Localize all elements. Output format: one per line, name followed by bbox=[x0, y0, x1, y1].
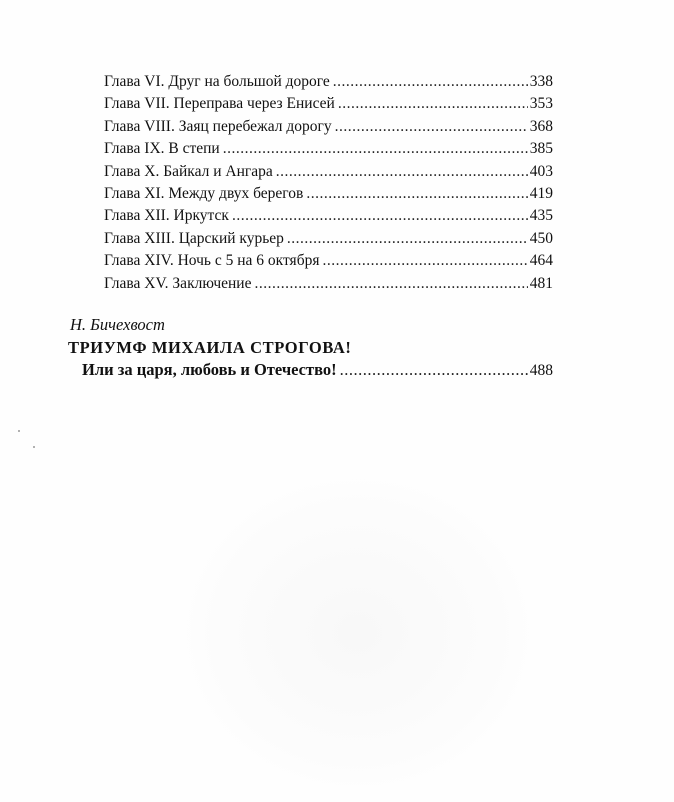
toc-entry bbox=[104, 228, 553, 250]
toc-entry-title: Глава XII. Иркутск bbox=[104, 207, 229, 225]
dot-leader bbox=[254, 273, 527, 295]
dot-leader bbox=[223, 138, 528, 160]
toc-entry bbox=[104, 71, 553, 93]
toc-entry-title: Глава IX. В степи bbox=[104, 140, 220, 158]
dot-leader bbox=[322, 250, 527, 272]
dot-leader bbox=[333, 71, 528, 93]
toc-entry-title: Глава XI. Между двух берегов bbox=[104, 184, 304, 202]
toc-entry-title: Глава VIII. Заяц перебежал дорогу bbox=[104, 117, 332, 135]
toc-entry-title: Глава XIII. Царский курьер bbox=[104, 229, 284, 247]
dot-leader bbox=[276, 161, 528, 183]
toc-entry bbox=[104, 138, 553, 160]
appended-work-section bbox=[68, 314, 553, 382]
toc-entry-title: Глава XV. Заключение bbox=[104, 274, 252, 292]
dot-leader bbox=[340, 359, 528, 381]
toc-entry-page: 403 bbox=[529, 162, 553, 180]
toc-entry-page: 488 bbox=[529, 362, 553, 379]
toc-entry-title: Глава VII. Переправа через Енисей bbox=[104, 95, 335, 113]
toc-entry-page: 385 bbox=[529, 140, 553, 158]
toc-entry-page: 481 bbox=[529, 274, 553, 292]
dot-leader bbox=[335, 116, 528, 138]
toc-entry bbox=[104, 205, 553, 227]
toc-entry-title: Глава X. Байкал и Ангара bbox=[104, 162, 273, 180]
page-speck bbox=[18, 430, 20, 432]
toc-entry-page: 338 bbox=[529, 73, 553, 90]
toc-entry-page: 435 bbox=[529, 207, 553, 225]
toc-entry bbox=[104, 93, 553, 115]
toc-entry bbox=[104, 183, 553, 205]
toc-entry-page: 450 bbox=[529, 229, 553, 247]
toc-entry-title: Глава XIV. Ночь с 5 на 6 октября bbox=[104, 252, 320, 270]
toc-entry-page: 419 bbox=[529, 184, 553, 202]
show-through-stamp bbox=[185, 478, 530, 788]
work-subtitle: Или за царя, любовь и Отечество! bbox=[82, 360, 337, 379]
author-name: Н. Бичехвост bbox=[70, 315, 165, 334]
dot-leader bbox=[232, 205, 528, 227]
toc-entry-page: 353 bbox=[529, 95, 553, 113]
dot-leader bbox=[338, 93, 528, 115]
toc-entry bbox=[104, 161, 553, 183]
toc-entry bbox=[82, 359, 553, 382]
table-of-contents bbox=[104, 71, 553, 295]
toc-entry bbox=[104, 116, 553, 138]
toc-entry bbox=[104, 273, 553, 295]
dot-leader bbox=[306, 183, 527, 205]
page-speck bbox=[33, 446, 35, 448]
toc-entry-title: Глава VI. Друг на большой дороге bbox=[104, 73, 330, 90]
toc-entry-page: 368 bbox=[529, 117, 553, 135]
dot-leader bbox=[287, 228, 528, 250]
toc-entry-page: 464 bbox=[529, 252, 553, 270]
work-title: ТРИУМФ МИХАИЛА СТРОГОВА! bbox=[68, 338, 352, 357]
toc-entry bbox=[104, 250, 553, 272]
